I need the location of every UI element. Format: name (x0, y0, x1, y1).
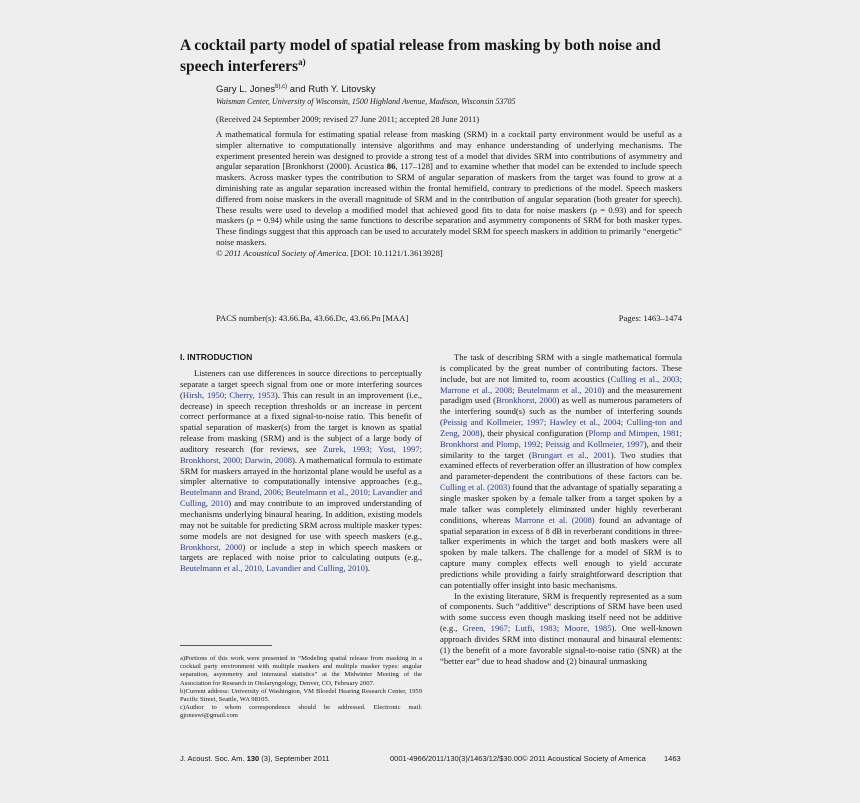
body-text: ), their physical configuration ( (479, 427, 589, 438)
body-text: ). A mathematical formula to estimate SRM for maskers arrayed in the horizontal plane would be useful as a simpler alternative to computationally intensive approaches (e.g., (180, 454, 423, 487)
footnote-b: b)Current address: University of Washington, VM Bloedel Hearing Research Center, 1959 Pacific Street, Seattle, WA 98105. (180, 687, 422, 704)
citation-link[interactable]: Green, 1967; Lutfi, 1983; Moore, 1985 (462, 623, 612, 634)
body-text: found an advantage of spatial separation in excess of 8 dB in reverberant conditions in three-talker experiments in which the target and both maskers were all spoken by male talkers. The challenge for a model of SRM is to capture many complex effects well enough to yield accurate predictions while providing a fairly straightforward description that can potentially offer insight into basic mechanisms. (440, 514, 682, 590)
citation-link[interactable]: Peissig and Kollmeier, 1997; Hawley et al., 2004; Culling-ton and Zeng, 2008 (440, 417, 682, 438)
pacs-numbers: PACS number(s): 43.66.Ba, 43.66.Dc, 43.66.Pn [MAA] (216, 313, 409, 323)
body-text: ). (364, 563, 370, 574)
body-text: ) or include a step in which speech maskers or targets are replaced with noise prior to calculating outputs (e.g., (180, 541, 423, 563)
body-text: ). One well-known approach divides SRM into distinct monaural and binaural elements: (1) the benefit of a more favorable signal-to-noise ratio (SNR) at the “better ear” due to head shadow and (2) binaural unmasking (440, 623, 682, 666)
abstract-volume: 86 (386, 161, 396, 172)
footnote-divider (180, 645, 272, 646)
footer-copyright: © 2011 Acoustical Society of America (522, 754, 646, 763)
footer-code: 0001-4966/2011/130(3)/1463/12/$30.00 (390, 754, 523, 763)
author-1-footnote-marker: b),c) (275, 84, 288, 90)
abstract-copyright (216, 248, 443, 258)
abstract (216, 129, 682, 259)
footer-page-number: 1463 (664, 754, 681, 763)
footnote-a: a)Portions of this work were presented in “Modeling spatial release from masking in a cocktail party environment with multiple maskers and multiple masker types: angular separation, asymmetry and interaural statistics” at the Midwinter Meeting of the Association for Research in Otolaryngology, Denver, CO, February 2007. (180, 655, 422, 687)
pacs-line (216, 313, 682, 323)
abstract-text-1: A mathematical formula for estimating spatial release from masking (SRM) in a cocktail party environment would be useful as a simpler alternative to computationally intensive algorithms and may enhance understanding of underlying mechanisms. The experiment presented herein was designed to provide a strong test of a model that divides SRM into contributions of asymmetry and angular separation [Bronkhorst (2000). Acustica (216, 129, 682, 172)
section-heading: I. INTRODUCTION (180, 352, 253, 362)
copyright-text: © 2011 Acoustical Society of America. (216, 247, 349, 258)
citation-link[interactable]: Culling et al., 2003; Marrone et al., 2008; Beutelmann et al., 2010 (440, 373, 682, 395)
body-text: In the existing literature, SRM is frequently represented as a sum of components. Such “additive” descriptions of SRM have been used with some success even though masking itself need not be additive (e.g., (440, 590, 682, 634)
citation-link[interactable]: Culling et al. (2003) (440, 482, 511, 493)
right-column-text (440, 352, 682, 666)
body-text: ). This can result in an improvement (i.e., decrease) in speech reception thresholds or an increase in percent correct performance at a fixed signal-to-noise ratio. This benefit of spatial separation of masker(s) from the target is known as spatial release from masking (SRM) and is the subject of a large body of auditory research (for reviews, see (180, 389, 422, 454)
body-text: Listeners can use differences in source directions to perceptually separate a target speech signal from one or more interfering sources ( (180, 368, 422, 400)
doi-text: [DOI: 10.1121/1.3613928] (348, 247, 443, 258)
journal-name: J. Acoust. Soc. Am. (180, 754, 247, 763)
citation-link[interactable]: Brungart et al., 2001 (531, 449, 611, 460)
author-1: Gary L. Jones (216, 84, 276, 96)
citation-link[interactable]: Marrone et al. (2008) (514, 514, 595, 525)
received-dates: (Received 24 September 2009; revised 27 June 2011; accepted 28 June 2011) (216, 114, 480, 124)
citation-link[interactable]: Beutelmann et al., 2010, Lavandier and Culling, 2010 (180, 563, 365, 574)
journal-issue: (3), September 2011 (259, 754, 330, 763)
footnote-c: c)Author to whom correspondence should be addressed. Electronic mail: gjoneswi@gmail.com (180, 704, 422, 720)
paper-title (180, 37, 700, 75)
body-text: ). Two studies that examined effects of reverberation offer an illustration of how complex and parameter-dependent the contributions of these factors can be. (440, 449, 682, 482)
citation-link[interactable]: Bronkhorst, 2000 (496, 395, 557, 406)
citation-link[interactable]: Bronkhorst, 2000 (180, 541, 243, 552)
body-text: ) as well as numerous parameters of the interfering sound(s) such as the number of interfering sounds ( (440, 395, 682, 428)
title-text: A cocktail party model of spatial release from masking by both noise and speech interferers (180, 37, 661, 76)
body-text: found that the advantage of spatially separating a single masker spoken by a female talker from a target spoken by a male talker was completely eliminated under highly reverberant conditions, whereas (440, 482, 682, 525)
footnotes (180, 655, 422, 721)
paragraph (440, 591, 682, 667)
left-column-text (180, 368, 422, 574)
paragraph (440, 352, 682, 591)
body-text: ), and their similarity to the target ( (440, 438, 682, 460)
footer-journal (180, 754, 330, 763)
title-footnote-marker: a) (298, 57, 306, 67)
page-range: Pages: 1463–1474 (618, 313, 682, 323)
author-2: and Ruth Y. Litovsky (287, 84, 376, 96)
journal-volume: 130 (246, 754, 260, 763)
author-line (216, 84, 376, 95)
citation-link[interactable]: Zurek, 1993; Yost, 1997; Bronkhorst, 2000; Darwin, 2008 (180, 443, 422, 465)
body-text: ) and may contribute to an improved understanding of mechanisms underlying binaural hearing. In addition, existing models may not be suitable for predicting SRM across multiple masker types: some models are not designed for use with speech maskers (e.g., (180, 498, 422, 541)
body-text: ) and the measurement paradigm used ( (440, 384, 682, 406)
citation-link[interactable]: Plomp and Mimpen, 1981; Bronkhorst and Plomp, 1992; Peissig and Kollmeier, 1997 (440, 427, 682, 449)
affiliation: Waisman Center, University of Wisconsin, 1500 Highland Avenue, Madison, Wisconsin 53705 (216, 97, 516, 106)
abstract-text-2: , 117–128] and to examine whether that model can be extended to include speech maskers. Across masker types the contribution to SRM of angular separation of maskers from the target was found to grow at a diminishing rate as angular separation increased within the frontal hemifield, contrary to predictions of the model. Speech maskers differed from noise maskers in the overall magnitude of SRM and in the contribution of angular separation (both greater for speech). These results were used to develop a modified model that achieved good fits to data for noise maskers (ρ = 0.93) and for speech maskers (ρ = 0.94) while using the same functions to describe separation and asymmetry components of SRM for both masker types. These findings suggest that this approach can be used to accurately model SRM for speech maskers in addition to primarily “energetic” noise maskers. (216, 161, 682, 247)
body-text: The task of describing SRM with a single mathematical formula is complicated by the great number of contributing factors. These include, but are not limited to, room acoustics ( (440, 352, 682, 384)
citation-link[interactable]: Hirsh, 1950; Cherry, 1953 (182, 389, 275, 400)
citation-link[interactable]: Beutelmann and Brand, 2006; Beutelmann et al., 2010; Lavandier and Culling, 2010 (180, 487, 422, 509)
